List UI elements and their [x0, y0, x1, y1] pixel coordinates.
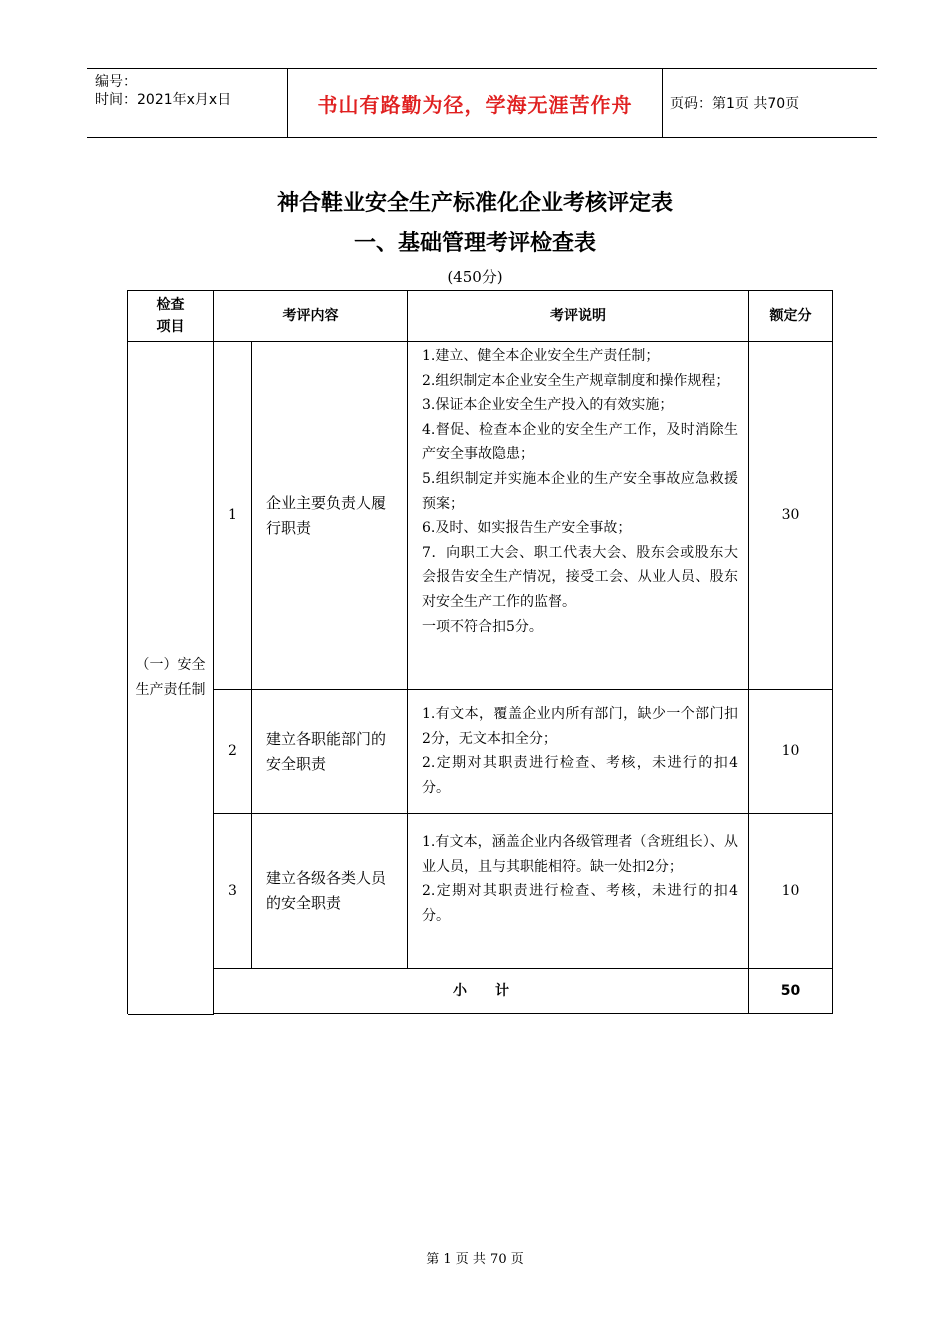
row-number: [214, 690, 252, 814]
desc-line: 1.建立、健全本企业安全生产责任制；: [422, 348, 660, 364]
desc-line: 2.定期对其职责进行检查、考核，未进行的扣4分。: [422, 883, 738, 924]
doc-number-label: 编号：: [95, 74, 137, 90]
row-content: [252, 690, 408, 814]
row-content-text: 建立各职能部门的安全职责: [266, 729, 387, 773]
page-footer: 第 1 页 共 70 页: [426, 1252, 524, 1267]
row-score: [749, 342, 833, 690]
row-description: [408, 342, 749, 690]
doc-time-label: 时间：2021年x月x日: [95, 92, 232, 108]
row-score-text: 10: [781, 882, 800, 899]
desc-line: 6.及时、如实报告生产安全事故；: [422, 520, 632, 537]
header-desc-label: 考评说明: [550, 308, 606, 324]
total-score: (450分): [447, 268, 503, 286]
assessment-table: [127, 290, 833, 1014]
desc-line: 1.有文本，涵盖企业内各级管理者（含班组长）、从业人员，且与其职能相符。缺一处扣2分；: [422, 834, 738, 875]
desc-line: 7．向职工大会、职工代表大会、股东会或股东大会报告安全生产情况，接受工会、从业人员、股东对安全生产工作的监督。: [422, 544, 738, 610]
header-divider: [662, 69, 663, 137]
header-item-label: 检查项目: [156, 297, 185, 335]
desc-line: 一项不符合扣5分。: [422, 618, 543, 635]
desc-line: 3.保证本企业安全生产投入的有效实施；: [422, 397, 674, 414]
header-meta: [87, 69, 287, 137]
row-content-text: 建立各级各类人员的安全职责: [266, 869, 387, 912]
desc-line: 2.定期对其职责进行检查、考核，未进行的扣4分。: [422, 755, 738, 796]
desc-line: 5.组织制定并实施本企业的生产安全事故应急救援预案；: [422, 470, 738, 512]
row-number-text: 1: [228, 507, 237, 523]
subtotal-value: 50: [780, 983, 801, 999]
row-number-text: 3: [228, 882, 237, 899]
row-number: [214, 814, 252, 969]
document-subtitle: 一、基础管理考评检查表: [353, 230, 596, 256]
row-description: [408, 814, 749, 969]
desc-line: 1.有文本，覆盖企业内所有部门，缺少一个部门扣2分，无文本扣全分；: [422, 706, 738, 747]
row-score: [749, 690, 833, 814]
subtotal-value-cell: [749, 969, 833, 1014]
document-title: 神合鞋业安全生产标准化企业考核评定表: [276, 190, 673, 216]
row-content-text: 企业主要负责人履行职责: [266, 493, 387, 537]
row-description: [408, 690, 749, 814]
category-label: （一）安全生产责任制: [135, 657, 206, 698]
row-score-text: 30: [781, 507, 800, 523]
header-desc: [408, 291, 749, 342]
row-number: [214, 342, 252, 690]
row-score: [749, 814, 833, 969]
desc-line: 2.组织制定本企业安全生产规章制度和操作规程；: [422, 372, 730, 389]
header-score: [749, 291, 833, 342]
header-content: [214, 291, 408, 342]
header-score-label: 额定分: [769, 308, 812, 324]
category-cell: [128, 342, 214, 1015]
row-number-text: 2: [228, 743, 237, 759]
page-header: [87, 68, 877, 138]
row-score-text: 10: [781, 743, 800, 759]
subtotal-label-cell: [214, 969, 749, 1014]
header-item: [128, 291, 214, 342]
row-content: [252, 814, 408, 969]
row-content: [252, 342, 408, 690]
header-page-info: 页码：第1页 共70页: [670, 96, 800, 112]
header-slogan: 书山有路勤为径，学海无涯苦作舟: [317, 92, 633, 117]
desc-line: 4.督促、检查本企业的安全生产工作，及时消除生产安全事故隐患；: [422, 421, 738, 463]
header-content-label: 考评内容: [282, 308, 339, 324]
subtotal-label: 小 计: [453, 983, 509, 999]
